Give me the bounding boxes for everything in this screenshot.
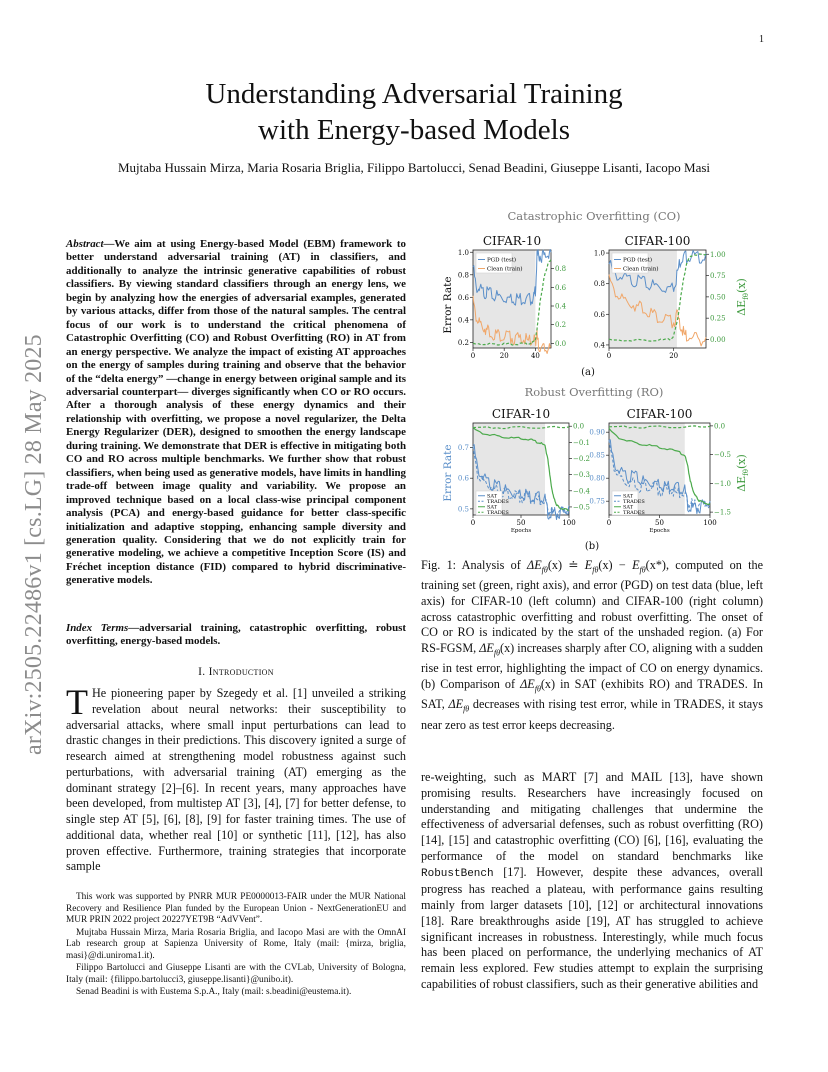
chart-panel-2 xyxy=(458,407,591,534)
chart-panel-1 xyxy=(594,234,726,360)
robustbench-mention: RobustBench xyxy=(421,867,494,880)
x-tick-label: 0 xyxy=(470,352,476,360)
x-tick-label: 0 xyxy=(470,519,476,527)
legend-entry: SAT xyxy=(487,504,498,511)
footnote-affiliation-eustema: Senad Beadini is with Eustema S.p.A., Italy (mail: s.beadini@eustema.it). xyxy=(76,987,352,997)
charts-layer xyxy=(458,234,731,534)
y-left-tick-label: 0.75 xyxy=(589,497,605,506)
x-axis-label: Epochs xyxy=(510,528,532,534)
introduction-paragraph xyxy=(66,682,406,875)
abstract xyxy=(66,238,406,588)
figure-1 xyxy=(421,205,763,555)
panel-title: CIFAR-10 xyxy=(482,234,542,248)
legend-entry: Clean (train) xyxy=(623,266,659,273)
chart-panel-0 xyxy=(458,234,567,360)
author-list: Mujtaba Hussain Mirza, Maria Rosaria Briglia, Filippo Bartolucci, Senad Beadini, Giuseppe Lisanti, Iacopo Masi xyxy=(117,160,711,175)
footnote-affiliation-sapienza: Mujtaba Hussain Mirza, Maria Rosaria Briglia, and Iacopo Masi are with the OmnAI Lab research group at Sapienza University of Rome, Italy (mail: {mirza, briglia, masi}@di.uniroma1.it). xyxy=(66,927,406,961)
math-symbol: $\Delta E_{f\theta}$ xyxy=(448,697,470,714)
y-left-tick-label: 0.7 xyxy=(457,444,469,453)
y-left-tick-label: 0.4 xyxy=(593,341,605,350)
y-left-tick-label: 0.2 xyxy=(457,338,469,347)
index-terms xyxy=(66,622,406,649)
y-right-tick-label: 0.25 xyxy=(710,314,726,323)
page-number: 1 xyxy=(759,34,764,45)
delta-e-argument: (x) xyxy=(735,278,748,293)
x-tick-label: 50 xyxy=(655,519,664,527)
x-tick-label: 100 xyxy=(562,519,576,527)
ro-left-axis-label: Error Rate xyxy=(442,444,454,502)
title-line-1: Understanding Adversarial Training xyxy=(205,78,623,110)
legend-entry: SAT xyxy=(623,504,634,511)
footnote-funding: This work was supported by PNRR MUR PE0000013-FAIR under the MUR National Recovery and Resilience Plan funded by the European Union - NextGenerationEU and MUR PRIN 2022 project 20227YET9B “AdVVent”. xyxy=(66,892,406,925)
delta-e-subscript: fθ xyxy=(742,293,750,300)
x-tick-label: 20 xyxy=(499,352,509,360)
figure-caption: Fig. 1: Analysis of $\Delta E_{f\theta}(x)$ ≐ $E_{f\theta}(x) - E_{f\theta}(x*)$, computed on the training set (green, right axis), and error (PGD) on test data (blue, left axis) for CIFAR-10 (left column) and CIFAR-100 (right column) across catastrophic overfitting and robust overfitting. The onset of CO or RO is indicated by the start of the unshaded region. (a) For RS-FGSM, $\Delta E_{f\theta}(x)$ increases sharply after CO, aligning with a sudden rise in test error, highlighting the impact of CO on energy dynamics. (b) Comparison of $\Delta E_{f\theta}(x)$ in SAT (exhibits RO) and TRADES. In SAT, $\Delta E_{f\theta}$ decreases with rising test error, while in TRADES, it stays near zero as test error keeps decreasing. xyxy=(421,558,764,732)
y-left-tick-label: 0.5 xyxy=(457,505,469,514)
y-right-tick-label: 0.0 xyxy=(573,422,585,431)
y-right-tick-label: −0.3 xyxy=(573,471,590,480)
y-right-tick-label: 0.8 xyxy=(555,265,567,274)
y-right-tick-label: 0.2 xyxy=(555,321,567,330)
title-line-2: with Energy-based Models xyxy=(258,114,570,146)
subfigure-label-a: (a) xyxy=(581,367,595,378)
y-left-tick-label: 0.6 xyxy=(457,474,469,483)
intro-continued-text-2: [17]. However, despite these advances, overall progress has reached a plateau, with performance gains resulting mainly from larger datasets [10], [12] or architectural innovations [18]. Rare breakthroughs aside [19], AT has struggled to achieve significant increases in robustness. Interestingly, while much focus has been placed on performance, the underlying mechanics of AT remain less explored. Few studies attempt to explain the surprising capabilities of robust classifiers, such as their generative abilities and xyxy=(421,864,763,991)
y-left-tick-label: 0.8 xyxy=(457,271,469,280)
y-right-tick-label: −0.2 xyxy=(573,455,590,464)
y-right-tick-label: 0.0 xyxy=(555,339,567,348)
math-symbol: $E_{f\theta}$ xyxy=(632,558,646,575)
delta-e-argument: (x) xyxy=(735,454,748,469)
intro-continued-text-1: re-weighting, such as MART [7] and MAIL [13], have shown promising results. Researchers have increasingly focused on understanding and mitigating challenges that undermine the effectiveness of adversarial defenses, such as robust overfitting (RO) [14], [15] and catastrophic overfitting (CO) [6], [16], evaluating the performance of the model on standard benchmarks like xyxy=(421,770,763,863)
index-terms-body: —adversarial training, catastrophic overfitting, robust overfitting, energy-based models. xyxy=(66,622,406,648)
math-symbol: $\Delta E_{f\theta}$ xyxy=(520,677,541,694)
footnote-affiliation-bologna: Filippo Bartolucci and Giuseppe Lisanti are with the CVLab, University of Bologna, Italy (mail: {filippo.bartolucci3, giuseppe.lisanti}@unibo.it). xyxy=(66,963,406,985)
ro-group-title: Robust Overfitting (RO) xyxy=(524,385,664,399)
y-right-tick-label: 0.75 xyxy=(710,272,726,281)
panel-title: CIFAR-100 xyxy=(624,234,691,248)
delta-e-symbol: ΔE xyxy=(735,299,748,316)
legend-entry: Clean (train) xyxy=(487,266,523,273)
y-right-tick-label: 0.00 xyxy=(710,335,726,344)
y-right-tick-label: 0.6 xyxy=(555,283,567,292)
arxiv-stamp: arXiv:2505.22486v1 [cs.LG] 28 May 2025 xyxy=(21,334,47,755)
legend-entry: TRADES xyxy=(487,499,509,506)
legend-entry: PGD (test) xyxy=(487,257,517,264)
math-symbol: $\Delta E_{f\theta}$ xyxy=(527,558,548,575)
legend-entry: SAT xyxy=(623,493,634,500)
co-right-axis-label xyxy=(735,278,750,316)
x-tick-label: 40 xyxy=(530,352,540,360)
legend-entry: TRADES xyxy=(487,510,509,517)
co-left-axis-label: Error Rate xyxy=(442,276,454,334)
y-left-tick-label: 0.80 xyxy=(589,474,605,483)
y-left-tick-label: 1.0 xyxy=(593,249,605,258)
y-right-tick-label: −1.5 xyxy=(714,508,731,517)
y-right-tick-label: 0.0 xyxy=(714,422,726,431)
x-tick-label: 0 xyxy=(606,519,612,527)
x-tick-label: 0 xyxy=(606,352,612,360)
y-left-tick-label: 0.6 xyxy=(593,310,605,319)
legend-entry: TRADES xyxy=(623,510,645,517)
delta-e-symbol: ΔE xyxy=(735,475,748,492)
section-heading-introduction: I. Introduction xyxy=(198,666,274,678)
y-left-tick-label: 0.6 xyxy=(457,293,469,302)
math-symbol: $E_{f\theta}$ xyxy=(584,558,599,575)
introduction-text: He pioneering paper by Szegedy et al. [1] unveiled a striking revelation about neural networks: their susceptibility to adversarial attacks, where small input perturbations can lead to drastic changes in their predictions. This discovery ignited a surge of research aimed at strengthening model robustness against such perturbations, with adversarial training (AT) emerging as the dominant strategy [2]–[6]. In recent years, many approaches have been developed, from multistep AT [3], [4], [7] for better defense, to single step AT [5], [6], [8], [9] for faster training times. The use of additional data, whether real [10] or synthetic [11], [12], has also proven effective. Furthermore, training strategies that incorporate sample xyxy=(66,686,406,874)
abstract-lead: Abstract xyxy=(66,238,104,250)
y-left-tick-label: 0.85 xyxy=(589,451,605,460)
y-right-tick-label: −0.1 xyxy=(573,438,590,447)
y-left-tick-label: 0.90 xyxy=(589,428,605,437)
paper-title xyxy=(0,76,828,148)
drop-cap: T xyxy=(66,682,88,722)
delta-e-subscript: fθ xyxy=(742,469,750,476)
y-left-tick-label: 1.0 xyxy=(457,248,469,257)
ro-right-axis-label xyxy=(735,454,750,492)
x-tick-label: 100 xyxy=(703,519,717,527)
y-right-tick-label: 0.4 xyxy=(555,302,567,311)
y-right-tick-label: 1.00 xyxy=(710,250,726,259)
legend-entry: PGD (test) xyxy=(623,257,653,264)
y-right-tick-label: −0.5 xyxy=(714,451,731,460)
math-symbol: $\Delta E_{f\theta}$ xyxy=(479,641,501,658)
legend-entry: TRADES xyxy=(623,499,645,506)
index-terms-lead: Index Terms xyxy=(66,622,129,634)
panel-title: CIFAR-100 xyxy=(626,407,693,421)
y-left-tick-label: 0.8 xyxy=(593,280,605,289)
x-tick-label: 20 xyxy=(669,352,679,360)
y-right-tick-label: −0.5 xyxy=(573,503,590,512)
x-axis-label: Epochs xyxy=(649,528,670,534)
panel-title: CIFAR-10 xyxy=(491,407,551,421)
x-tick-label: 50 xyxy=(516,519,526,527)
abstract-body: —We aim at using Energy-based Model (EBM) framework to better understand adversarial training (AT) in classifiers, and additionally to analyze the intrinsic generative capabilities of robust classifiers. By viewing standard classifiers through an energy lens, we begin by analyzing how the energies of adversarial examples, generated by various attacks, differ from those of the natural samples. The central focus of our work is to understand the critical phenomena of Catastrophic Overfitting (CO) and Robust Overfitting (RO) in AT from an energy perspective. We analyze the impact of existing AT approaches on the energy of samples during training and observe that the behavior of the “delta energy” —change in energy between original sample and its adversarial counterpart— diverges significantly when CO or RO occurs. After a thorough analysis of these energy dynamics and their relationship with overfitting, we propose a novel regularizer, the Delta Energy Regularizer (DER), designed to smoothen the energy landscape during training. We demonstrate that DER is effective in mitigating both CO and RO across multiple benchmarks. We further show that robust classifiers, when being used as generative models, have limits in handling trade-off between image quality and variability. We propose an improved technique based on a local class-wise principal component analysis (PCA) and energy-based guidance for better class-specific initialization and adaptive stopping, enhancing sample diversity and generation quality. Considering that we do not explicitly train for generative modeling, we achieve a competitive Inception Score (IS) and Fréchet inception distance (FID) compared to hybrid discriminative-generative models. xyxy=(66,238,406,587)
y-right-tick-label: 0.50 xyxy=(710,293,726,302)
y-right-tick-label: −0.4 xyxy=(573,487,590,496)
y-left-tick-label: 0.4 xyxy=(457,316,469,325)
subfigure-label-b: (b) xyxy=(584,541,600,552)
chart-panel-3 xyxy=(589,407,731,534)
y-right-tick-label: −1.0 xyxy=(714,479,731,488)
co-group-title: Catastrophic Overfitting (CO) xyxy=(507,209,681,223)
footnotes xyxy=(66,892,406,1000)
legend-entry: SAT xyxy=(487,493,498,500)
introduction-continued xyxy=(421,770,763,993)
